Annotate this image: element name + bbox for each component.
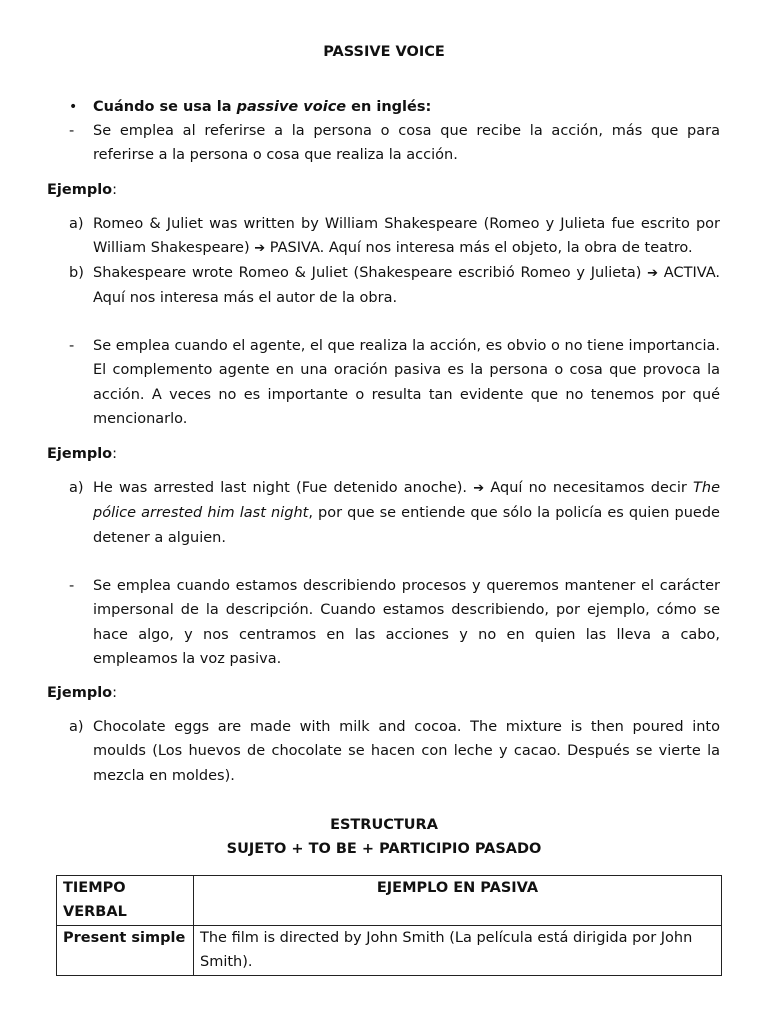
bullet-icon: • <box>69 99 78 115</box>
table-row <box>57 925 722 975</box>
point-3 <box>47 574 720 672</box>
passive-examples-table <box>56 875 722 976</box>
dash-marker: - <box>69 123 75 139</box>
arrow-right-icon: ➔ <box>254 241 266 257</box>
header-tense: TIEMPO VERBAL <box>57 876 194 926</box>
dash-marker: - <box>69 338 75 354</box>
point-3-text: Se emplea cuando estamos describiendo procesos y queremos mantener el carácter impersonal de la descripción. Cuando estamos describiendo, por ejemplo, cómo se hace algo, y nos centramos en las acciones y no en quien las lleva a cabo, empleamos la voz pasiva. <box>93 578 720 668</box>
heading-emphasis: passive voice <box>236 99 347 115</box>
list-marker: a) <box>69 216 84 232</box>
example-3a: a) Chocolate eggs are made with milk and cocoa. The mixture is then poured into moulds (Los huevos de chocolate se hacen con leche y cacao. Después se vierte la mezcla en moldes). <box>47 715 720 788</box>
structure-formula: SUJETO + TO BE + PARTICIPIO PASADO <box>226 841 542 857</box>
dash-marker: - <box>69 578 75 594</box>
header-example: EJEMPLO EN PASIVA <box>194 876 722 926</box>
example-1a: a) Romeo & Juliet was written by William Shakespeare (Romeo y Julieta fue escrito por William Shakespeare) ➔ PASIVA. Aquí nos interesa más el objeto, la obra de teatro. <box>47 212 720 262</box>
row-tense: Present simple <box>57 925 194 975</box>
example-label-2: Ejemplo: <box>47 446 118 462</box>
list-marker: b) <box>69 265 84 281</box>
usage-heading: • Cuándo se usa la passive voice en inglés: <box>47 95 720 119</box>
arrow-right-icon: ➔ <box>473 481 485 496</box>
page-title: PASSIVE VOICE <box>323 44 445 60</box>
example-2a: a) He was arrested last night (Fue detenido anoche). ➔ Aquí no necesitamos decir The pólice arrested him last night, por que se entiende que sólo la policía es quien puede detener a alguien. <box>47 476 720 550</box>
example-1b: b) Shakespeare wrote Romeo & Juliet (Shakespeare escribió Romeo y Julieta) ➔ ACTIVA. Aquí nos interesa más el autor de la obra. <box>47 261 720 311</box>
arrow-right-icon: ➔ <box>647 266 659 281</box>
list-marker: a) <box>69 480 84 496</box>
example-label-3: Ejemplo: <box>47 685 118 701</box>
point-1 <box>47 119 720 168</box>
list-marker: a) <box>69 719 84 735</box>
point-2-text: Se emplea cuando el agente, el que realiza la acción, es obvio o no tiene importancia. El complemento agente en una oración pasiva es la persona o cosa que provoca la acción. A veces no es importante o resulta tan evidente que no tenemos por qué mencionarlo. <box>93 338 720 428</box>
point-1-text: Se emplea al referirse a la persona o cosa que recibe la acción, más que para referirse a la persona o cosa que realiza la acción. <box>93 123 720 164</box>
example-label-1: Ejemplo: <box>47 182 118 198</box>
structure-title: ESTRUCTURA <box>330 817 438 833</box>
point-2 <box>47 334 720 432</box>
table-header-row <box>57 876 722 926</box>
row-example: The film is directed by John Smith (La película está dirigida por John Smith). <box>194 925 722 975</box>
